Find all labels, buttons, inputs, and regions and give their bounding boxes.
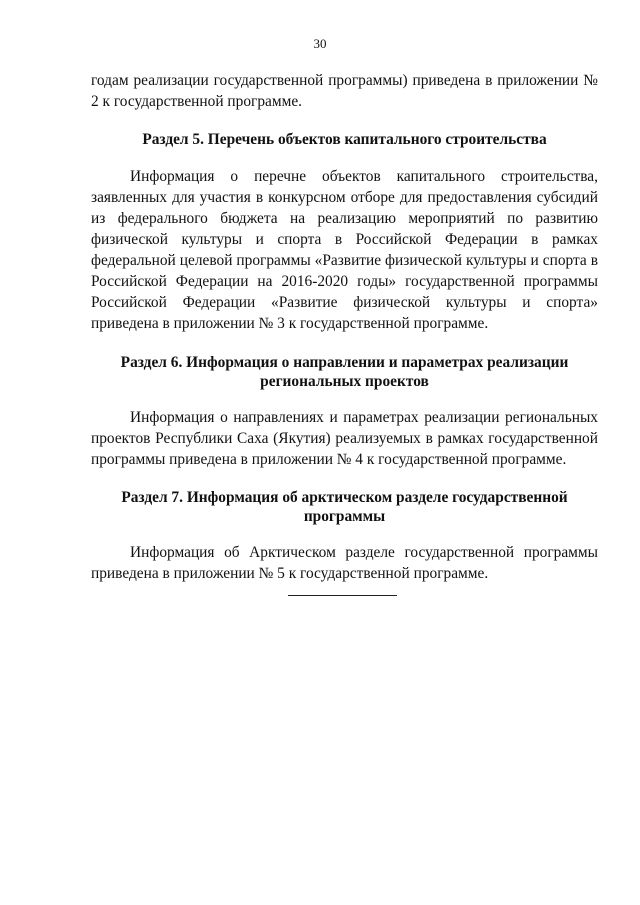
end-of-text-rule xyxy=(288,595,397,596)
section-5-paragraph: Информация о перечне объектов капитального строительства, заявленных для участия в конкурсном отборе для предоставления субсидий из федерального бюджета на реализацию мероприятий по развитию физической культуры и спорта в Российской Федерации в рамках федеральной целевой программы «Развитие физической культуры и спорта в Российской Федерации на 2016-2020 годы» государственной программы Российской Федерации «Развитие физической культуры и спорта» приведена в приложении № 3 к государственной программе. xyxy=(91,168,598,332)
section-7-paragraph: Информация об Арктическом разделе государственной программы приведена в приложении № 5 к государственной программе. xyxy=(91,544,598,582)
section-6-paragraph: Информация о направлениях и параметрах реализации региональных проектов Республики Саха (Якутия) реализуемых в рамках государственной программы приведена в приложении № 4 к государственной программе. xyxy=(91,409,598,468)
section-7-heading: Раздел 7. Информация об арктическом разделе государственной программы xyxy=(121,489,568,525)
section-6-heading: Раздел 6. Информация о направлении и параметрах реализации региональных проектов xyxy=(120,354,569,390)
section-5-heading: Раздел 5. Перечень объектов капитального строительства xyxy=(142,131,547,148)
document-body xyxy=(91,70,598,584)
intro-paragraph: годам реализации государственной программы) приведена в приложении № 2 к государственной программе. xyxy=(91,72,598,110)
page-number: 30 xyxy=(313,36,327,51)
